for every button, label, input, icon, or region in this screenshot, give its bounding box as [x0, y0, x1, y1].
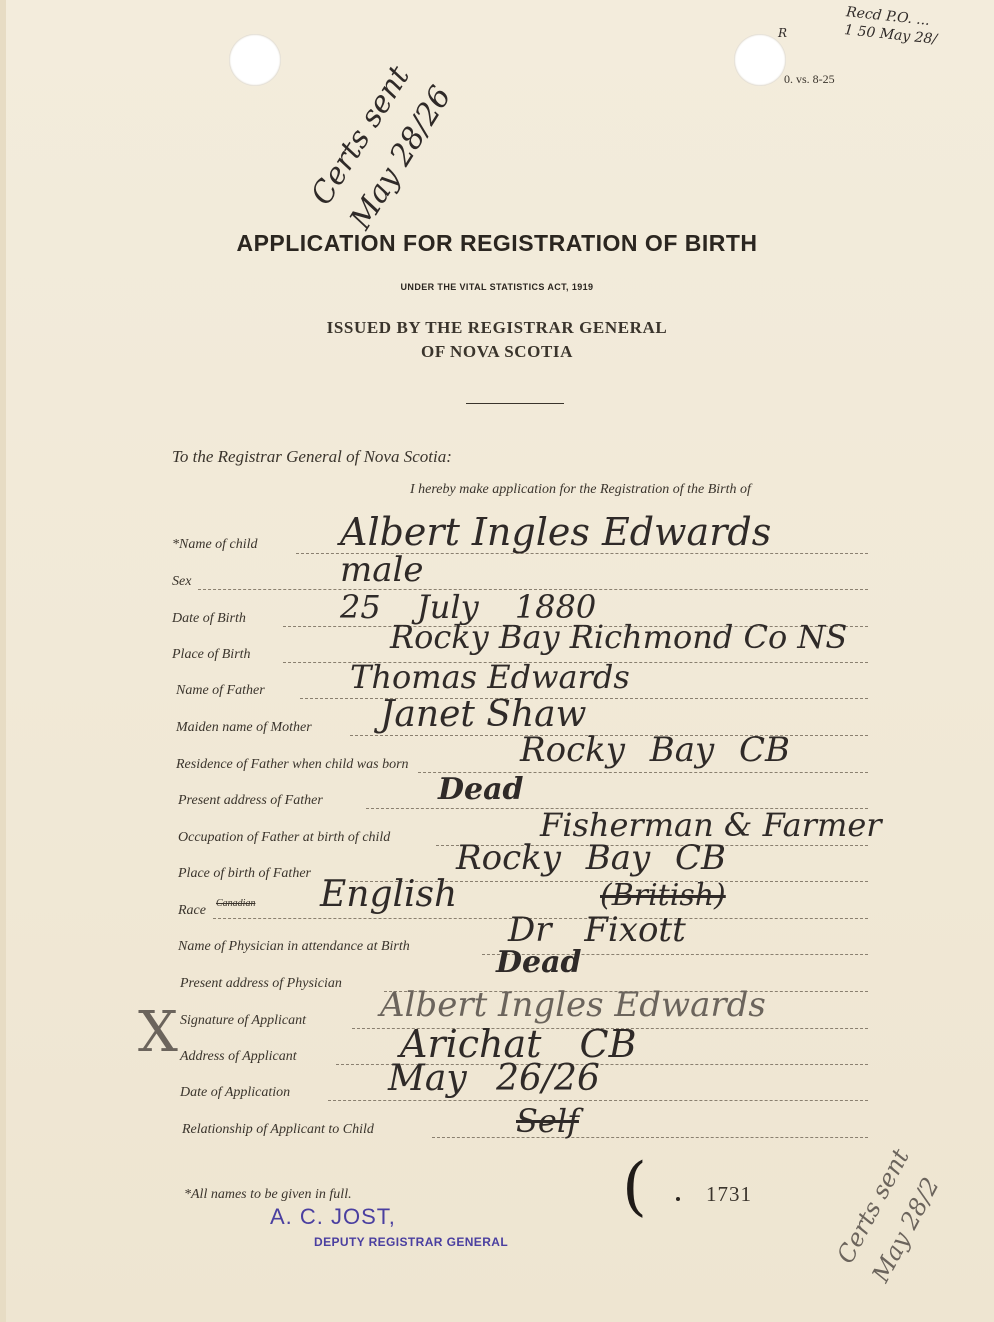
signature-mark-x: X — [138, 1000, 178, 1065]
label-physician: Name of Physician in attendance at Birth — [178, 939, 410, 954]
label-present-address-father: Present address of Father — [178, 793, 323, 808]
value-signature: Albert Ingles Edwards — [380, 985, 766, 1025]
value-physician-address: Dead — [496, 945, 582, 980]
label-date-of-application: Date of Application — [180, 1085, 291, 1100]
label-sex: Sex — [172, 574, 192, 589]
label-maiden-name-of-mother: Maiden name of Mother — [176, 720, 312, 735]
salutation: To the Registrar General of Nova Scotia: — [172, 447, 452, 466]
punch-hole-right — [734, 34, 786, 86]
label-place-of-birth: Place of Birth — [172, 647, 251, 662]
value-residence-of-father: Rocky Bay CB — [520, 730, 791, 770]
document-title: APPLICATION FOR REGISTRATION OF BIRTH — [236, 230, 758, 256]
label-name-of-child: *Name of child — [172, 537, 258, 552]
initial-mark: R — [778, 26, 788, 40]
form-code: 0. vs. 8-25 — [784, 72, 835, 86]
pen-mark: ( — [622, 1150, 647, 1224]
label-physician-address: Present address of Physician — [180, 976, 342, 991]
label-race: Race — [178, 903, 206, 918]
value-present-address-father: Dead — [438, 772, 524, 807]
label-date-of-birth: Date of Birth — [172, 611, 246, 626]
label-relationship: Relationship of Applicant to Child — [182, 1122, 374, 1137]
paper-edge — [0, 0, 6, 1322]
label-occupation-of-father: Occupation of Father at birth of child — [178, 830, 391, 845]
value-name-of-father: Thomas Edwards — [350, 658, 630, 696]
number-dot — [676, 1197, 680, 1201]
value-applicant-address: Arichat CB — [400, 1022, 637, 1066]
value-place-of-birth-father: Rocky Bay CB — [456, 838, 727, 878]
value-place-of-birth: Rocky Bay Richmond Co NS — [390, 618, 848, 656]
header-rule — [466, 403, 564, 404]
registration-number: 1731 — [706, 1182, 752, 1206]
application-statement: I hereby make application for the Registration of the Birth of — [410, 482, 751, 497]
issued-by-line1: ISSUED BY THE REGISTRAR GENERAL — [326, 318, 668, 337]
issued-by-line2: OF NOVA SCOTIA — [421, 342, 573, 361]
stamp-name: A. C. JOST, — [270, 1204, 396, 1229]
value-race: English — [320, 874, 458, 915]
act-subtitle: UNDER THE VITAL STATISTICS ACT, 1919 — [400, 282, 594, 292]
punch-hole-left — [229, 34, 281, 86]
label-signature: Signature of Applicant — [180, 1013, 306, 1028]
label-place-of-birth-father: Place of birth of Father — [178, 866, 311, 881]
value-date-of-application: May 26/26 — [388, 1058, 600, 1099]
label-residence-of-father: Residence of Father when child was born — [176, 757, 409, 772]
value-date-of-birth: 25 July 1880 — [340, 588, 597, 626]
value-occupation-of-father: Fisherman & Farmer — [540, 806, 882, 844]
line-date-of-application — [328, 1100, 868, 1101]
top-right-note: Recd P.O. ... 1 50 May 28/ — [843, 4, 938, 48]
label-applicant-address: Address of Applicant — [180, 1049, 297, 1064]
value-physician: Dr Fixott — [508, 910, 686, 950]
footnote-full-names: *All names to be given in full. — [184, 1187, 352, 1202]
label-name-of-father: Name of Father — [176, 683, 265, 698]
value-race-struck-2: (British) — [600, 878, 726, 913]
stamp-title: DEPUTY REGISTRAR GENERAL — [314, 1235, 509, 1249]
line-relationship — [432, 1137, 868, 1138]
value-relationship: Self — [516, 1102, 579, 1140]
value-maiden-name-of-mother: Janet Shaw — [380, 694, 587, 735]
value-sex: male — [340, 550, 424, 590]
handwritten-certs-sent-top: Certs sent May 28/26 — [304, 59, 459, 236]
handwritten-certs-sent-bottom: Certs sent May 28/2 — [831, 1144, 945, 1287]
value-name-of-child: Albert Ingles Edwards — [340, 510, 772, 554]
value-race-struck: Canadian — [216, 898, 256, 909]
